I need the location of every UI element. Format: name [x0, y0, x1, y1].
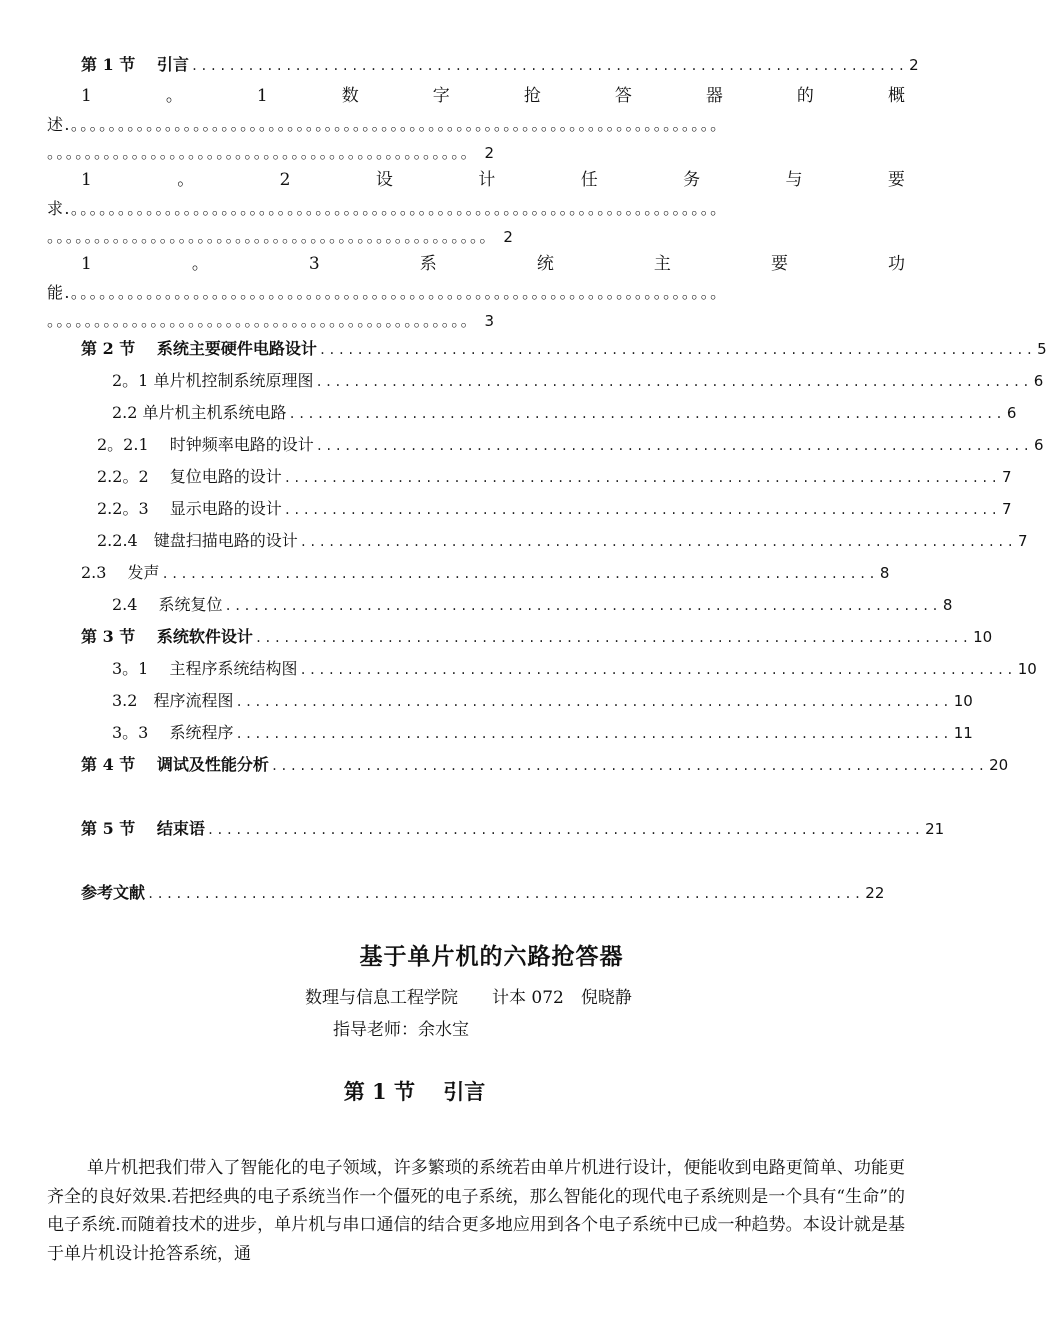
toc-entry-2-3[interactable]	[81, 563, 890, 584]
toc-entry-3-3[interactable]	[112, 723, 973, 744]
toc-page-number: 6	[1006, 404, 1017, 422]
toc-token: 器	[705, 86, 723, 106]
toc-dot-leader: ............................................................................	[235, 695, 952, 709]
toc-page-number: 6	[1033, 372, 1044, 390]
toc-dot-leader: ............................................................................	[288, 407, 1005, 421]
toc-token: 抢	[523, 86, 541, 106]
toc-token: 要	[770, 254, 788, 274]
toc-entry-label: 2.4 系统复位	[112, 595, 223, 614]
toc-token: 要	[887, 170, 905, 190]
toc-entry-section-4[interactable]	[81, 755, 1009, 776]
toc-dot-leader: ............................................................................	[299, 663, 1016, 677]
toc-page-number: 10	[953, 692, 973, 710]
toc-dot-leader: ............................................................................	[235, 727, 952, 741]
toc-entry-section-1[interactable]	[81, 55, 919, 76]
toc-entry-1-1-line2: 述.。。。。。。。。。。。。。。。。。。。。。。。。。。。。。。。。。。。。。。。。。。。。。。。。。。。。。。。。。。。。。。。。。。。。。	[47, 115, 728, 134]
toc-dot-leader: ............................................................................	[299, 535, 1016, 549]
toc-dot-leader: ............................................................................	[283, 471, 1000, 485]
toc-page-number: 2	[909, 56, 919, 74]
toc-token: 1	[81, 86, 92, 106]
toc-page-number: 2	[484, 144, 495, 162]
toc-entry-2-2-2[interactable]	[97, 467, 1012, 488]
toc-entry-1-3[interactable]	[81, 254, 905, 274]
advisor-line: 指导老师：余水宝	[333, 1020, 469, 1040]
toc-dot-leader: ............................................................................	[254, 631, 972, 645]
toc-dot-leader: ............................................................................	[315, 375, 1032, 389]
toc-entry-2-4[interactable]	[112, 595, 953, 616]
toc-entry-1-1-line3	[47, 143, 905, 163]
toc-entry-label: 2.2。3 显示电路的设计	[97, 499, 282, 518]
toc-entry-1-2[interactable]	[81, 170, 905, 190]
toc-page-number: 22	[865, 884, 885, 902]
toc-entry-label: 3。1 主程序系统结构图	[112, 659, 298, 678]
toc-dot-leader: ............................................................................	[318, 343, 1036, 357]
toc-dot-leader: ............................................................................	[206, 823, 924, 837]
toc-token: 1	[256, 86, 268, 106]
toc-dot-leader: ............................................................................	[161, 567, 878, 581]
toc-entry-label: 第 3 节 系统软件设计	[81, 627, 253, 646]
toc-entry-1-2-line3	[47, 227, 905, 247]
toc-entry-2-2-4[interactable]	[97, 531, 1028, 552]
toc-token: 系	[419, 254, 437, 274]
toc-token: 的	[796, 86, 814, 106]
toc-token: 务	[683, 170, 701, 190]
toc-token: 计	[478, 170, 496, 190]
toc-token: 。	[165, 86, 183, 106]
toc-entry-3-2[interactable]	[112, 691, 973, 712]
toc-page-number: 3	[484, 312, 495, 330]
toc-page-number: 21	[925, 820, 945, 838]
toc-entry-label: 2.3 发声	[81, 563, 160, 582]
toc-token: 主	[653, 254, 671, 274]
toc-entry-label: 第 5 节 结束语	[81, 819, 205, 838]
toc-entry-1-2-line2: 求.。。。。。。。。。。。。。。。。。。。。。。。。。。。。。。。。。。。。。。。。。。。。。。。。。。。。。。。。。。。。。。。。。。。。。	[47, 199, 728, 218]
toc-token: 功	[887, 254, 905, 274]
toc-entry-label: 2.2。2 复位电路的设计	[97, 467, 282, 486]
toc-page-number: 8	[942, 596, 953, 614]
toc-page-number: 7	[1018, 532, 1028, 550]
toc-entry-label: 2。1 单片机控制系统原理图	[112, 371, 314, 390]
toc-dot-leader: 。。。。。。。。。。。。。。。。。。。。。。。。。。。。。。。。。。。。。。。。。。。。。。。	[47, 227, 497, 246]
toc-entry-label: 2.2.4 键盘扫描电路的设计	[97, 531, 298, 550]
toc-entry-label: 2.2 单片机主机系统电路	[112, 403, 287, 422]
toc-page-number: 8	[879, 564, 890, 582]
toc-dot-leader: ............................................................................	[147, 887, 864, 901]
toc-token: 。	[191, 254, 209, 274]
toc-entry-label: 3。3 系统程序	[112, 723, 234, 742]
toc-dot-leader: 。。。。。。。。。。。。。。。。。。。。。。。。。。。。。。。。。。。。。。。。。。。。。	[47, 143, 479, 162]
toc-token: 数	[341, 86, 359, 106]
toc-dot-leader: ............................................................................	[315, 439, 1032, 453]
toc-token: 答	[614, 86, 632, 106]
toc-entry-2-2-3[interactable]	[97, 499, 1012, 520]
toc-entry-label: 3.2 程序流程图	[112, 691, 234, 710]
toc-token: 1	[81, 254, 92, 274]
toc-token: 与	[785, 170, 803, 190]
toc-token: 字	[432, 86, 450, 106]
toc-entry-3-1[interactable]	[112, 659, 1037, 680]
toc-page-number: 20	[989, 756, 1009, 774]
toc-entry-section-3[interactable]	[81, 627, 993, 648]
toc-page-number: 11	[953, 724, 973, 742]
toc-page-number: 2	[503, 228, 513, 246]
toc-entry-label: 2。2.1 时钟频率电路的设计	[97, 435, 314, 454]
toc-entry-label: 第 1 节 引言	[81, 55, 189, 74]
toc-entry-1-3-line3	[47, 311, 905, 331]
toc-token: 2	[279, 170, 291, 190]
toc-token: 1	[81, 170, 92, 190]
toc-entry-section-2[interactable]	[81, 339, 1047, 360]
toc-dot-leader: ............................................................................	[224, 599, 941, 613]
toc-entry-references[interactable]	[81, 883, 885, 904]
toc-token: 。	[177, 170, 195, 190]
toc-dot-leader: 。。。。。。。。。。。。。。。。。。。。。。。。。。。。。。。。。。。。。。。。。。。。。	[47, 311, 479, 330]
intro-paragraph: 单片机把我们带入了智能化的电子领域，许多繁琐的系统若由单片机进行设计，便能收到电路更简单、功能更齐全的良好效果.若把经典的电子系统当作一个僵死的电子系统，那么智能化的现代电子系统则是一个具有“生命”的电子系统.而随着技术的进步，单片机与串口通信的结合更多地应用到各个电子系统中已成一种趋势。本设计就是基于单片机设计抢答系统，通	[47, 1158, 905, 1264]
toc-token: 设	[375, 170, 393, 190]
toc-token: 任	[580, 170, 598, 190]
toc-dot-leader: ............................................................................	[270, 759, 988, 773]
toc-entry-2-2-1[interactable]	[97, 435, 1044, 456]
toc-entry-label: 第 4 节 调试及性能分析	[81, 755, 269, 774]
toc-page-number: 7	[1002, 468, 1012, 486]
toc-dot-leader: ............................................................................	[190, 59, 908, 73]
document-title: 基于单片机的六路抢答器	[359, 943, 624, 970]
section-heading: 第 1 节 引言	[343, 1079, 486, 1104]
toc-entry-1-3-line2: 能.。。。。。。。。。。。。。。。。。。。。。。。。。。。。。。。。。。。。。。。。。。。。。。。。。。。。。。。。。。。。。。。。。。。。。	[47, 283, 728, 302]
toc-page-number: 10	[973, 628, 993, 646]
toc-entry-2-1[interactable]	[112, 371, 1044, 392]
toc-token: 3	[308, 254, 320, 274]
toc-entry-section-5[interactable]	[81, 819, 945, 840]
toc-page-number: 10	[1017, 660, 1037, 678]
toc-entry-label: 参考文献	[81, 883, 146, 902]
toc-token: 概	[887, 86, 905, 106]
toc-page-number: 5	[1037, 340, 1047, 358]
toc-dot-leader: ............................................................................	[283, 503, 1000, 517]
toc-entry-2-2[interactable]	[112, 403, 1017, 424]
toc-page-number: 7	[1002, 500, 1012, 518]
toc-entry-1-1[interactable]	[81, 86, 905, 106]
toc-entry-label: 第 2 节 系统主要硬件电路设计	[81, 339, 317, 358]
toc-page-number: 6	[1034, 436, 1044, 454]
toc-token: 统	[536, 254, 554, 274]
author-byline: 数理与信息工程学院 计本 072 倪晓静	[305, 988, 632, 1008]
